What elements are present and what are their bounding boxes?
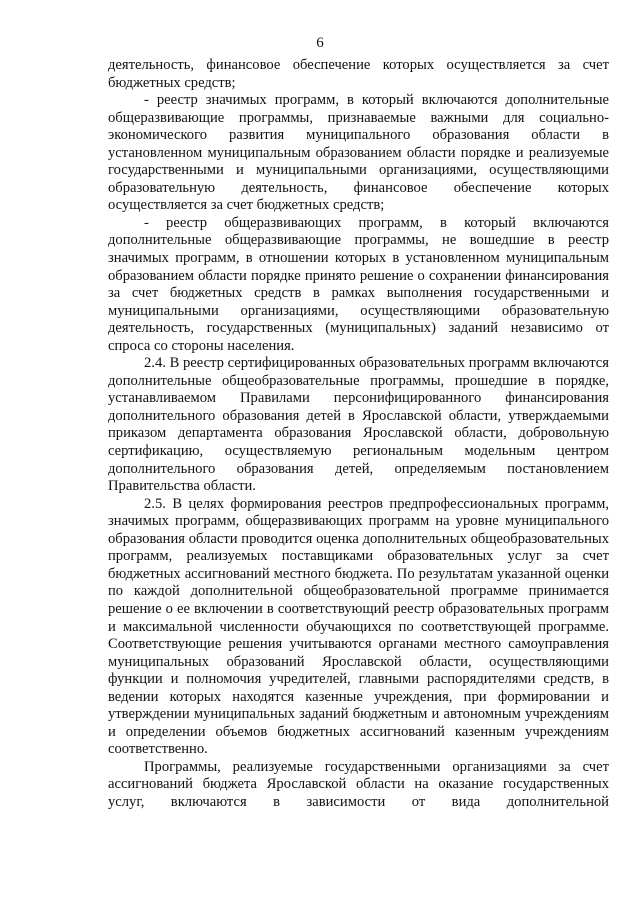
paragraph-state-programs: Программы, реализуемые государственными организациями за счет ассигнований бюджета Ярославской области на оказание государственных услуг, включаются в зависимости от вида дополнительной	[108, 758, 609, 810]
paragraph-2-5: 2.5. В целях формирования реестров предпрофессиональных программ, значимых программ, общеразвивающих программ на уровне муниципального образования области проводится оценка дополнительных общеобразовательных программ, реализуемых поставщиками образовательных услуг за счет бюджетных ассигнований местного бюджета. По результатам указанной оценки по каждой дополнительной общеобразовательной программе принимается решение о ее включении в соответствующий реестр образовательных программ и максимальной численности обучающихся по соответствующей программе. Соответствующие решения учитываются органами местного самоуправления муниципальных образований Ярославской области, осуществляющими функции и полномочия учредителей, главными распорядителями средств, в ведении которых находятся казенные учреждения, при формировании и утверждении муниципальных заданий бюджетным и автономным учреждениям и определении объемов бюджетных ассигнований казенным учреждениям соответственно.	[108, 495, 609, 758]
page-number: 6	[316, 35, 324, 51]
paragraph-significant-programs-registry: - реестр значимых программ, в который включаются дополнительные общеразвивающие программы, признаваемые важными для социально-экономического развития муниципального образования области в установленном муниципальным образованием области порядке и реализуемые государственными и муниципальными организациями, осуществляющими образовательную деятельность, финансовое обеспечение которых осуществляется за счет бюджетных средств;	[108, 92, 609, 214]
document-body	[108, 57, 609, 812]
paragraph-general-programs-registry: - реестр общеразвивающих программ, в который включаются дополнительные общеразвивающие программы, не вошедшие в реестр значимых программ, в отношении которых в установленном муниципальным образованием области порядке принято решение о сохранении финансирования за счет бюджетных средств в рамках выполнения государственными и муниципальными организациями, осуществляющими образовательную деятельность, государственных (муниципальных) заданий независимо от спроса со стороны населения.	[108, 214, 609, 354]
paragraph-2-4: 2.4. В реестр сертифицированных образовательных программ включаются дополнительные общеобразовательные программы, прошедшие в порядке, устанавливаемом Правилами персонифицированного финансирования дополнительного образования детей в Ярославской области, утверждаемыми приказом департамента образования Ярославской области, добровольную сертификацию, осуществляемую региональным модельным центром дополнительного образования детей, определяемым постановлением Правительства области.	[108, 355, 609, 495]
paragraph-continuation: деятельность, финансовое обеспечение которых осуществляется за счет бюджетных средств;	[108, 57, 609, 91]
